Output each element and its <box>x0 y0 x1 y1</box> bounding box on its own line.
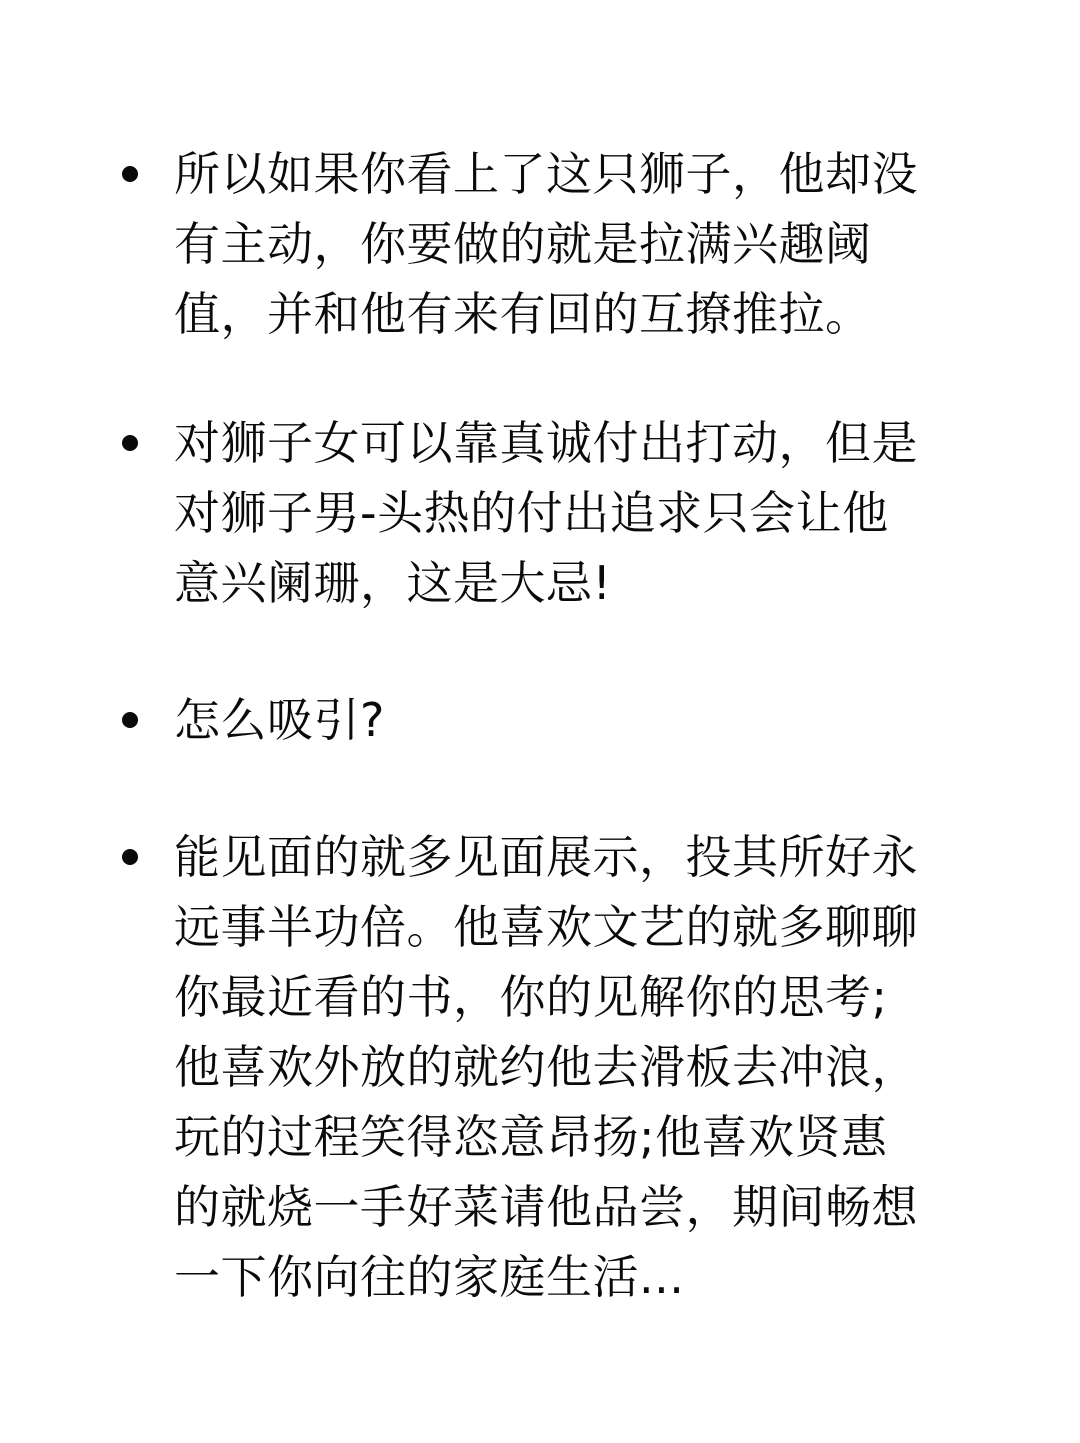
bullet-text: 对狮子女可以靠真诚付出打动，但是 对狮子男-头热的付出追求只会让他 意兴阑珊，这是大忌! <box>174 416 918 610</box>
bullet-dot-icon <box>122 712 138 728</box>
bullet-text: 怎么吸引? <box>174 693 385 747</box>
bullet-dot-icon <box>122 166 138 182</box>
bullet-dot-icon <box>122 849 138 865</box>
bullet-text: 所以如果你看上了这只狮子，他却没 有主动，你要做的就是拉满兴趣阈 值，并和他有来有回的互撩推拉。 <box>174 147 918 341</box>
bullet-text: 能见面的就多见面展示，投其所好永 远事半功倍。他喜欢文艺的就多聊聊 你最近看的书，你的见解你的思考; 他喜欢外放的就约他去滑板去冲浪， 玩的过程笑得恣意昂扬;他喜欢贤惠 的就烧一手好菜请他品尝，期间畅想 一下你向往的家庭生活... <box>174 830 918 1304</box>
bullet-dot-icon <box>122 435 138 451</box>
